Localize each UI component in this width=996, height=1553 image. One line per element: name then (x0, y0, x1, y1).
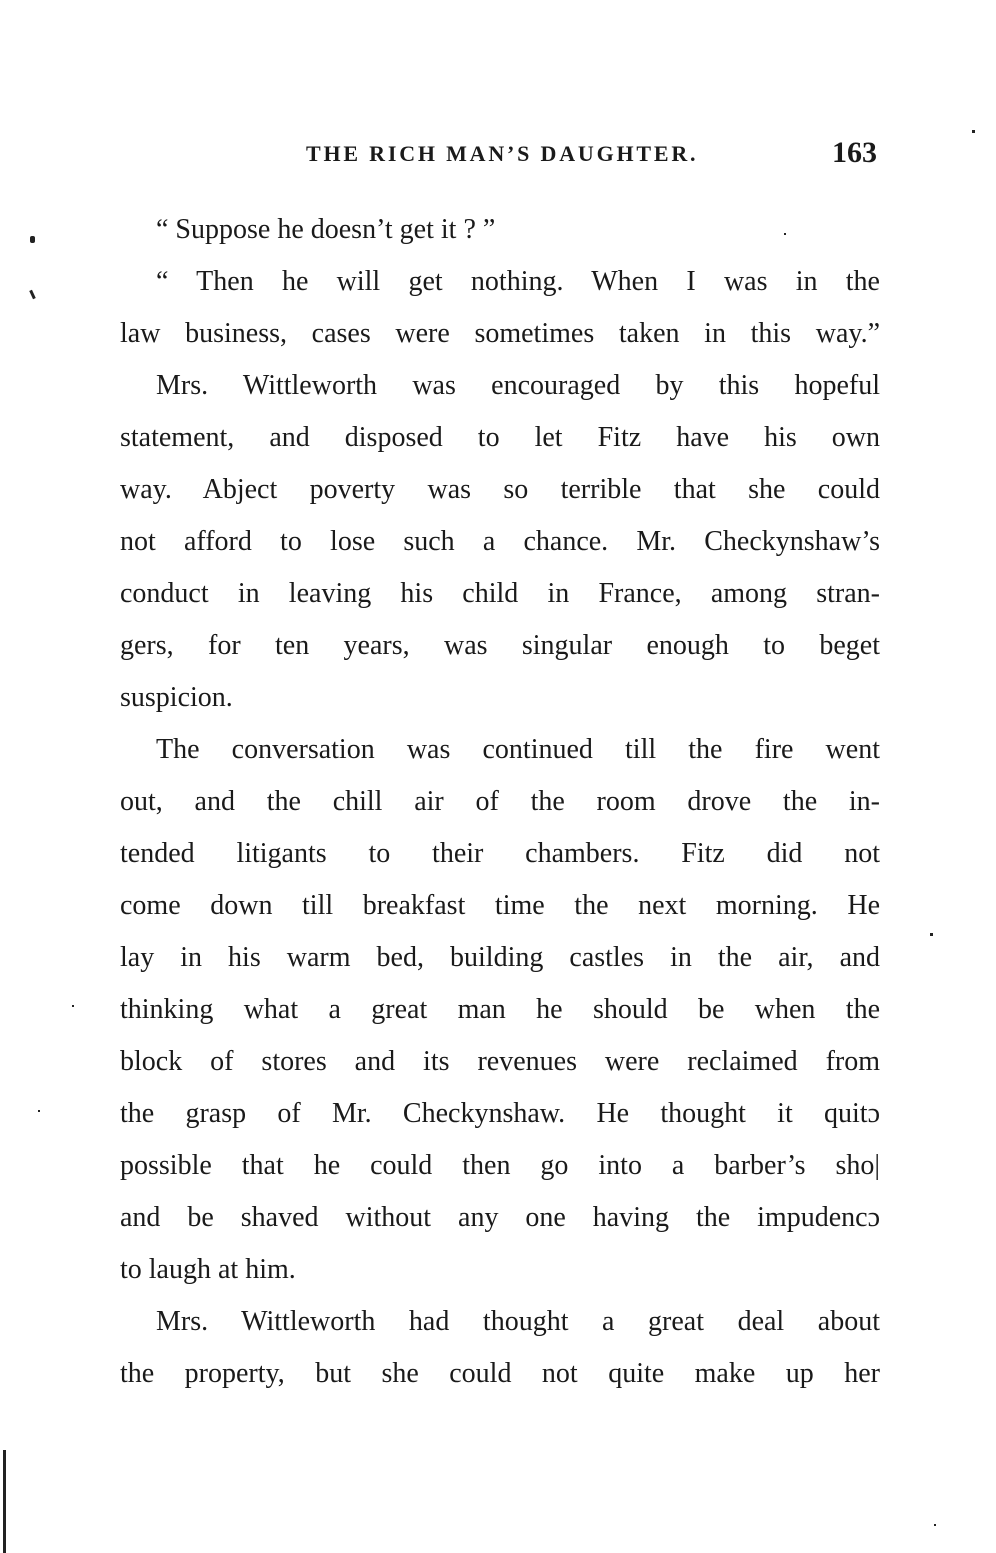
text-line: way. Abject poverty was so terrible that she could (120, 474, 880, 505)
scan-speck (784, 233, 786, 235)
text-line: The conversation was continued till the fire went (156, 734, 880, 765)
scan-speck (72, 1005, 74, 1007)
scan-speck (934, 1524, 936, 1526)
scan-speck (29, 290, 36, 299)
scan-edge-line (3, 1450, 6, 1553)
text-line: “ Suppose he doesn’t get it ? ” (156, 214, 496, 245)
text-line: “ Then he will get nothing. When I was in the (156, 266, 880, 297)
scan-speck (30, 236, 35, 243)
text-line: lay in his warm bed, building castles in the air, and (120, 942, 880, 973)
page-number: 163 (832, 136, 877, 169)
running-title: THE RICH MAN’S DAUGHTER. (306, 141, 699, 166)
text-line: and be shaved without any one having the impudencɔ (120, 1202, 880, 1233)
text-line: gers, for ten years, was singular enough to beget (120, 630, 880, 661)
scan-speck (38, 1110, 40, 1112)
text-line: not afford to lose such a chance. Mr. Checkynshaw’s (120, 526, 880, 557)
text-line: tended litigants to their chambers. Fitz did not (120, 838, 880, 869)
text-line: to laugh at him. (120, 1254, 296, 1285)
text-line: thinking what a great man he should be when the (120, 994, 880, 1025)
text-line: conduct in leaving his child in France, among stran- (120, 578, 880, 609)
text-line: suspicion. (120, 682, 233, 713)
scan-speck (972, 130, 975, 133)
text-line: statement, and disposed to let Fitz have his own (120, 422, 880, 453)
text-line: out, and the chill air of the room drove the in- (120, 786, 880, 817)
text-line: possible that he could then go into a barber’s sho| (120, 1150, 880, 1181)
text-line: the property, but she could not quite make up her (120, 1358, 880, 1389)
text-line: Mrs. Wittleworth had thought a great deal about (156, 1306, 880, 1337)
text-line: block of stores and its revenues were reclaimed from (120, 1046, 880, 1077)
text-line: Mrs. Wittleworth was encouraged by this hopeful (156, 370, 880, 401)
scan-speck (930, 933, 933, 936)
text-line: come down till breakfast time the next morning. He (120, 890, 880, 921)
text-line: law business, cases were sometimes taken in this way.” (120, 318, 880, 349)
text-line: the grasp of Mr. Checkynshaw. He thought it quitɔ (120, 1098, 880, 1129)
